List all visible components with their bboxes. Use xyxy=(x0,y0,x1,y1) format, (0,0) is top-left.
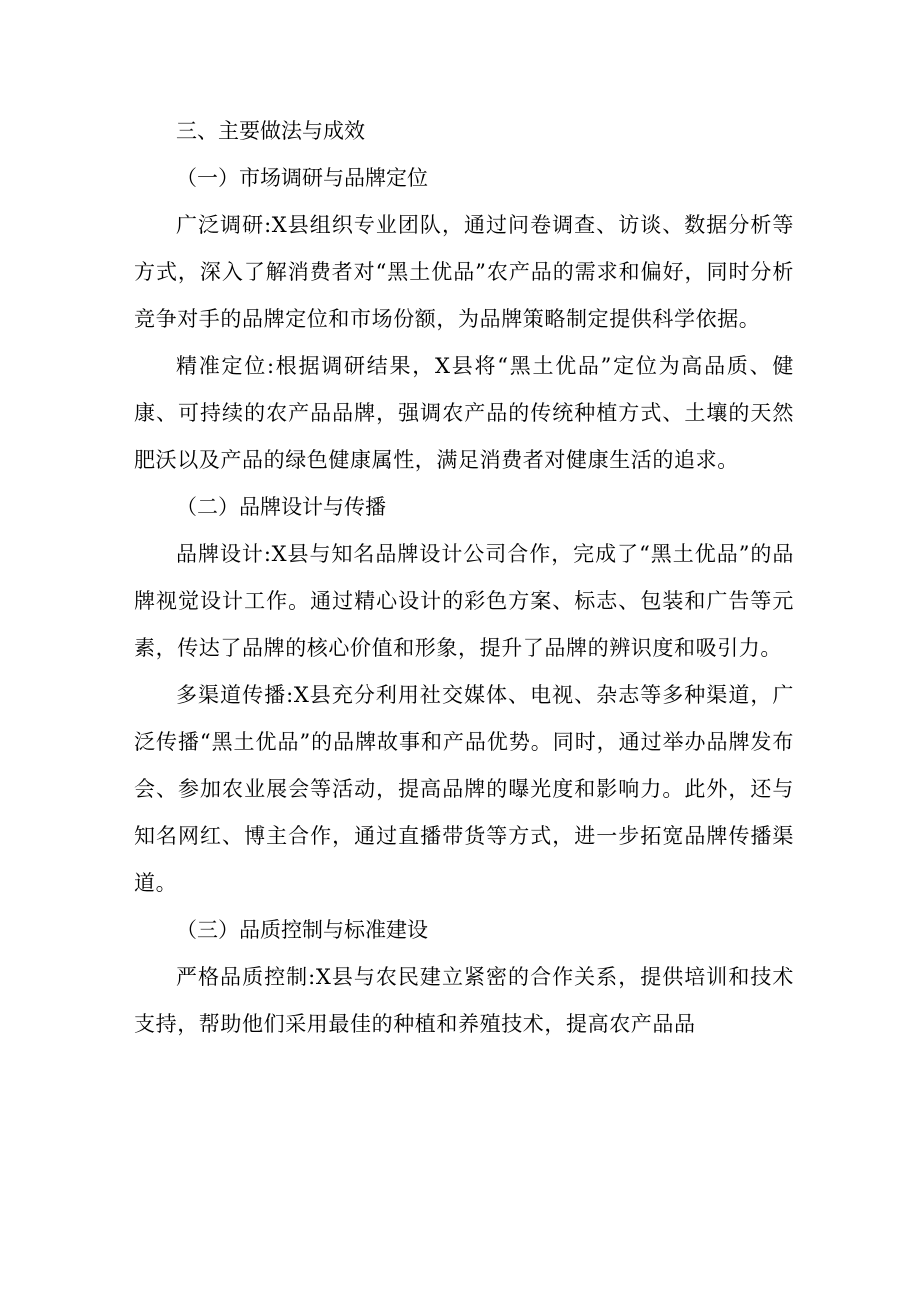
paragraph-precise-positioning: 精准定位:根据调研结果，X县将“黑土优品”定位为高品质、健康、可持续的农产品品牌，强调农产品的传统种植方式、土壤的天然肥沃以及产品的绿色健康属性，满足消费者对健康生活的追求。 xyxy=(134,354,794,472)
subsection-title-quality-control: （三）品质控制与标准建设 xyxy=(176,918,428,942)
paragraph-multichannel-promotion: 多渠道传播:X县充分利用社交媒体、电视、杂志等多种渠道，广泛传播“黑土优品”的品牌故事和产品优势。同时，通过举办品牌发布会、参加农业展会等活动，提高品牌的曝光度和影响力。此外，还与知名网红、博主合作，通过直播带货等方式，进一步拓宽品牌传播渠道。 xyxy=(134,683,794,895)
subsection-title-market-research: （一）市场调研与品牌定位 xyxy=(176,166,428,190)
subsection-title-brand-design: （二）品牌设计与传播 xyxy=(176,495,386,519)
section-title: 三、主要做法与成效 xyxy=(176,119,365,143)
paragraph-brand-design: 品牌设计:X县与知名品牌设计公司合作，完成了“黑土优品”的品牌视觉设计工作。通过精心设计的彩色方案、标志、包装和广告等元素，传达了品牌的核心价值和形象，提升了品牌的辨识度和吸引力。 xyxy=(134,542,794,660)
document-body xyxy=(134,108,794,1048)
paragraph-broad-research: 广泛调研:X县组织专业团队，通过问卷调查、访谈、数据分析等方式，深入了解消费者对“黑土优品”农产品的需求和偏好，同时分析竞争对手的品牌定位和市场份额，为品牌策略制定提供科学依据。 xyxy=(134,213,794,331)
paragraph-strict-quality-control: 严格品质控制:X县与农民建立紧密的合作关系，提供培训和技术支持，帮助他们采用最佳的种植和养殖技术，提高农产品品 xyxy=(134,965,794,1036)
